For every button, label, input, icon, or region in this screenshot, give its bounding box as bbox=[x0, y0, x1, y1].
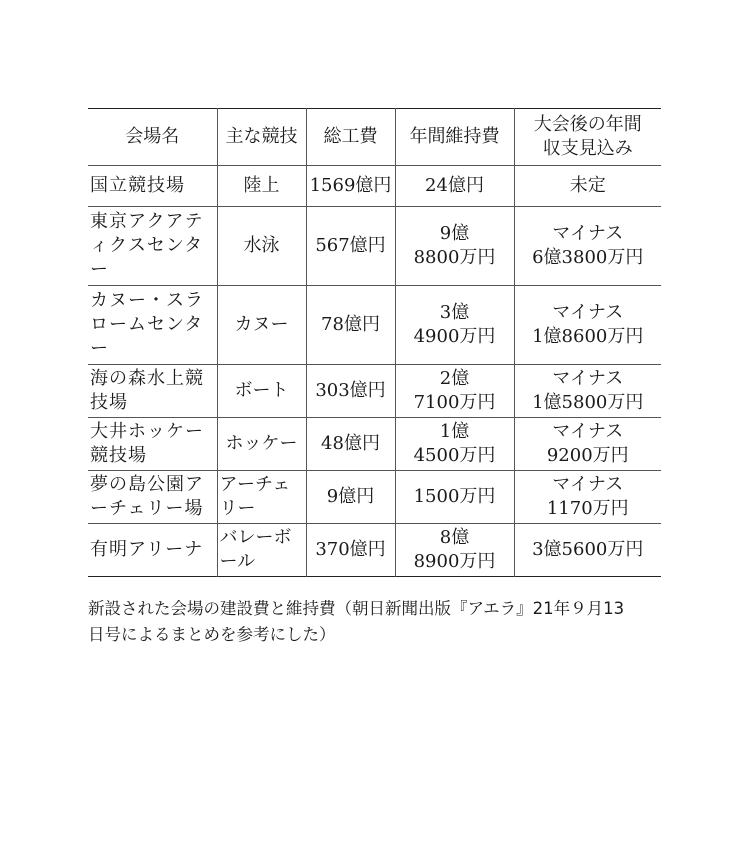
cell-venue bbox=[88, 286, 217, 365]
venue-cost-table-container bbox=[88, 108, 661, 577]
cell-venue-line: ロームセンタ bbox=[90, 314, 204, 335]
cell-annual-maintenance-line: 4900万円 bbox=[413, 326, 496, 347]
cell-venue bbox=[88, 166, 217, 207]
cell-annual-balance-line: 未定 bbox=[569, 175, 606, 196]
cell-annual-balance bbox=[514, 471, 661, 524]
table-row bbox=[88, 418, 661, 471]
cell-annual-balance-line: マイナス bbox=[552, 474, 624, 495]
header-annual-maintenance: 年間維持費 bbox=[395, 109, 514, 166]
cell-annual-balance bbox=[514, 365, 661, 418]
cell-annual-balance bbox=[514, 166, 661, 207]
cell-venue-line: 東京アクアテ bbox=[90, 211, 204, 232]
cell-sport-line: ール bbox=[219, 551, 256, 572]
cell-venue-line: 夢の島公園ア bbox=[90, 474, 204, 495]
cell-annual-balance-line: マイナス bbox=[552, 368, 624, 389]
table-row bbox=[88, 286, 661, 365]
cell-annual-balance-line: 3億5600万円 bbox=[532, 539, 644, 560]
cell-venue-line: 大井ホッケー bbox=[90, 421, 204, 442]
cell-venue-line: 有明アリーナ bbox=[90, 539, 204, 560]
cell-sport-line: カヌー bbox=[234, 314, 289, 335]
cell-annual-maintenance-line: 1500万円 bbox=[413, 486, 496, 507]
cell-annual-maintenance bbox=[395, 471, 514, 524]
cell-venue-line: ー bbox=[90, 259, 109, 280]
header-annual-balance-line2: 収支見込み bbox=[542, 138, 633, 159]
cell-annual-balance bbox=[514, 524, 661, 577]
cell-construction-cost: 78億円 bbox=[306, 286, 395, 365]
cell-sport-line: 水泳 bbox=[243, 235, 280, 256]
cell-sport bbox=[217, 418, 306, 471]
cell-annual-maintenance-line: 3億 bbox=[439, 302, 470, 323]
header-annual-balance-line1: 大会後の年間 bbox=[533, 114, 642, 135]
table-row bbox=[88, 166, 661, 207]
header-venue: 会場名 bbox=[125, 126, 180, 147]
cell-sport-line: ホッケー bbox=[225, 433, 298, 454]
cell-annual-maintenance-line: 4500万円 bbox=[413, 445, 496, 466]
cell-construction-cost: 1569億円 bbox=[306, 166, 395, 207]
table-row bbox=[88, 524, 661, 577]
cell-venue bbox=[88, 524, 217, 577]
cell-annual-maintenance bbox=[395, 207, 514, 286]
header-construction-cost: 総工費 bbox=[306, 109, 395, 166]
cell-sport-line: 陸上 bbox=[243, 175, 280, 196]
cell-sport bbox=[217, 471, 306, 524]
cell-venue-line: ーチェリー場 bbox=[90, 498, 204, 519]
cell-annual-maintenance bbox=[395, 365, 514, 418]
cell-annual-maintenance-line: 7100万円 bbox=[413, 392, 496, 413]
venue-cost-table bbox=[88, 108, 661, 577]
cell-annual-balance bbox=[514, 207, 661, 286]
cell-venue-line: 技場 bbox=[90, 392, 128, 413]
cell-sport-line: リー bbox=[219, 498, 256, 519]
header-annual-balance bbox=[514, 109, 661, 166]
cell-sport bbox=[217, 286, 306, 365]
cell-venue-line: カヌー・スラ bbox=[90, 290, 204, 311]
cell-venue-line: ー bbox=[90, 338, 109, 359]
table-row bbox=[88, 365, 661, 418]
cell-annual-balance-line: マイナス bbox=[552, 223, 624, 244]
cell-sport-line: ボート bbox=[234, 380, 289, 401]
table-row bbox=[88, 207, 661, 286]
cell-construction-cost: 370億円 bbox=[306, 524, 395, 577]
cell-annual-maintenance-line: 8800万円 bbox=[413, 247, 496, 268]
cell-annual-balance-line: マイナス bbox=[552, 302, 624, 323]
cell-venue-line: 競技場 bbox=[90, 445, 147, 466]
table-header-row bbox=[88, 109, 661, 166]
cell-construction-cost: 303億円 bbox=[306, 365, 395, 418]
cell-annual-balance bbox=[514, 418, 661, 471]
cell-sport bbox=[217, 166, 306, 207]
cell-annual-maintenance bbox=[395, 286, 514, 365]
cell-venue bbox=[88, 365, 217, 418]
cell-annual-maintenance-line: 8900万円 bbox=[413, 551, 496, 572]
cell-annual-maintenance bbox=[395, 524, 514, 577]
cell-annual-balance-line: マイナス bbox=[552, 421, 624, 442]
table-caption bbox=[88, 596, 678, 648]
cell-construction-cost: 48億円 bbox=[306, 418, 395, 471]
cell-annual-maintenance-line: 8億 bbox=[439, 527, 470, 548]
caption-line-2: 日号によるまとめを参考にした） bbox=[88, 625, 336, 644]
table-body bbox=[88, 166, 661, 577]
cell-venue bbox=[88, 418, 217, 471]
cell-venue-line: ィクスセンタ bbox=[90, 235, 204, 256]
cell-annual-balance-line: 1億8600万円 bbox=[532, 326, 644, 347]
cell-venue bbox=[88, 471, 217, 524]
cell-venue bbox=[88, 207, 217, 286]
cell-sport bbox=[217, 207, 306, 286]
cell-venue-line: 海の森水上競 bbox=[90, 368, 204, 389]
cell-annual-balance-line: 1億5800万円 bbox=[532, 392, 644, 413]
cell-annual-maintenance bbox=[395, 166, 514, 207]
cell-annual-maintenance-line: 24億円 bbox=[425, 175, 484, 196]
cell-annual-maintenance-line: 1億 bbox=[439, 421, 470, 442]
cell-venue-line: 国立競技場 bbox=[90, 175, 185, 196]
cell-annual-balance-line: 1170万円 bbox=[546, 498, 629, 519]
cell-sport bbox=[217, 365, 306, 418]
header-sport: 主な競技 bbox=[217, 109, 306, 166]
cell-sport-line: アーチェ bbox=[219, 474, 291, 495]
cell-annual-maintenance bbox=[395, 418, 514, 471]
cell-sport bbox=[217, 524, 306, 577]
cell-annual-balance-line: 6億3800万円 bbox=[532, 247, 644, 268]
cell-annual-balance bbox=[514, 286, 661, 365]
cell-annual-maintenance-line: 9億 bbox=[439, 223, 470, 244]
cell-annual-maintenance-line: 2億 bbox=[439, 368, 470, 389]
table-row bbox=[88, 471, 661, 524]
caption-line-1: 新設された会場の建設費と維持費（朝日新聞出版『アエラ』21年９月13 bbox=[88, 599, 625, 618]
cell-annual-balance-line: 9200万円 bbox=[546, 445, 629, 466]
cell-sport-line: バレーボ bbox=[219, 527, 292, 548]
cell-construction-cost: 9億円 bbox=[306, 471, 395, 524]
cell-construction-cost: 567億円 bbox=[306, 207, 395, 286]
